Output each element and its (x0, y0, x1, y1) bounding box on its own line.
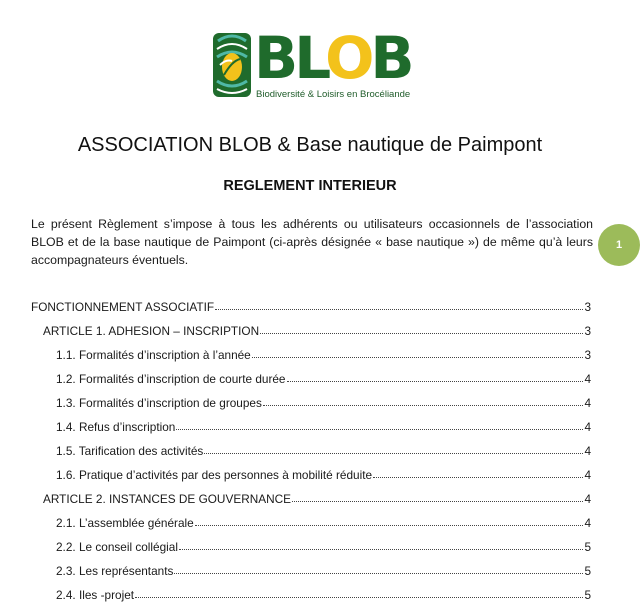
toc-leader (215, 309, 583, 310)
toc-entry-label: 1.6. Pratique d’activités par des personnes à mobilité réduite (56, 468, 373, 482)
toc-leader (263, 405, 584, 406)
toc-entry-label: 2.3. Les représentants (56, 564, 174, 578)
toc-entry-label: ARTICLE 1. ADHESION – INSCRIPTION (43, 324, 260, 338)
toc-entry-label: FONCTIONNEMENT ASSOCIATIF (31, 300, 215, 314)
toc-leader (179, 549, 583, 550)
toc-entry[interactable] (56, 416, 591, 434)
toc-entry[interactable] (56, 344, 591, 362)
intro-paragraph: Le présent Règlement s’impose à tous les adhérents ou utilisateurs occasionnels de l’association BLOB et de la base nautique de Paimpont (ci-après désignée « base nautique ») de même qu’à leurs accompagnateurs éventuels. (31, 217, 593, 267)
leaf-emblem-icon (212, 31, 252, 99)
toc-leader (174, 573, 583, 574)
toc-entry-label: ARTICLE 2. INSTANCES DE GOUVERNANCE (43, 492, 292, 506)
toc-entry[interactable] (56, 440, 591, 458)
toc-entry-page: 4 (584, 444, 591, 458)
toc-leader (135, 597, 583, 598)
toc-leader (204, 453, 583, 454)
toc-entry-label: 1.5. Tarification des activités (56, 444, 204, 458)
toc-entry[interactable] (56, 512, 591, 530)
toc-entry-label: 1.1. Formalités d’inscription à l’année (56, 348, 251, 362)
toc-entry-label: 2.1. L’assemblée générale (56, 516, 194, 530)
toc-entry[interactable] (31, 296, 591, 314)
toc-entry-page: 4 (584, 516, 591, 530)
toc-entry-page: 4 (584, 468, 591, 482)
toc-entry-label: 2.4. Iles -projet (56, 588, 135, 602)
toc-entry-label: 1.4. Refus d’inscription (56, 420, 176, 434)
toc-leader (195, 525, 584, 526)
toc-entry[interactable] (56, 464, 591, 482)
toc-leader (260, 333, 583, 334)
toc-entry-label: 1.2. Formalités d’inscription de courte durée (56, 372, 286, 386)
toc-leader (292, 501, 583, 502)
toc-entry[interactable] (43, 320, 591, 338)
toc-leader (287, 381, 584, 382)
logo-wordmark: BLOB (254, 24, 411, 92)
toc-entry[interactable] (56, 560, 591, 578)
toc-entry-page: 4 (584, 492, 591, 506)
toc-entry-page: 3 (584, 324, 591, 338)
toc-entry-page: 5 (584, 564, 591, 578)
toc-entry-label: 2.2. Le conseil collégial (56, 540, 178, 554)
toc-entry-page: 5 (584, 588, 591, 602)
toc-entry-label: 1.3. Formalités d’inscription de groupes (56, 396, 262, 410)
toc-entry[interactable] (56, 368, 591, 386)
toc-entry[interactable] (56, 584, 591, 602)
document-subtitle: REGLEMENT INTERIEUR (223, 178, 397, 194)
logo-tagline: Biodiversité & Loisirs en Brocéliande (256, 89, 411, 100)
toc-leader (252, 357, 584, 358)
toc-entry[interactable] (43, 488, 591, 506)
page-number-badge: 1 (598, 224, 640, 266)
toc-entry[interactable] (56, 536, 591, 554)
toc-entry-page: 5 (584, 540, 591, 554)
toc-entry-page: 4 (584, 420, 591, 434)
document-title: ASSOCIATION BLOB & Base nautique de Paimpont (77, 134, 543, 156)
toc-leader (176, 429, 583, 430)
blob-logo (212, 24, 411, 103)
toc-leader (373, 477, 583, 478)
toc-entry-page: 3 (584, 348, 591, 362)
toc-entry-page: 4 (584, 372, 591, 386)
toc-entry[interactable] (56, 392, 591, 410)
toc-entry-page: 3 (584, 300, 591, 314)
toc-entry-page: 4 (584, 396, 591, 410)
